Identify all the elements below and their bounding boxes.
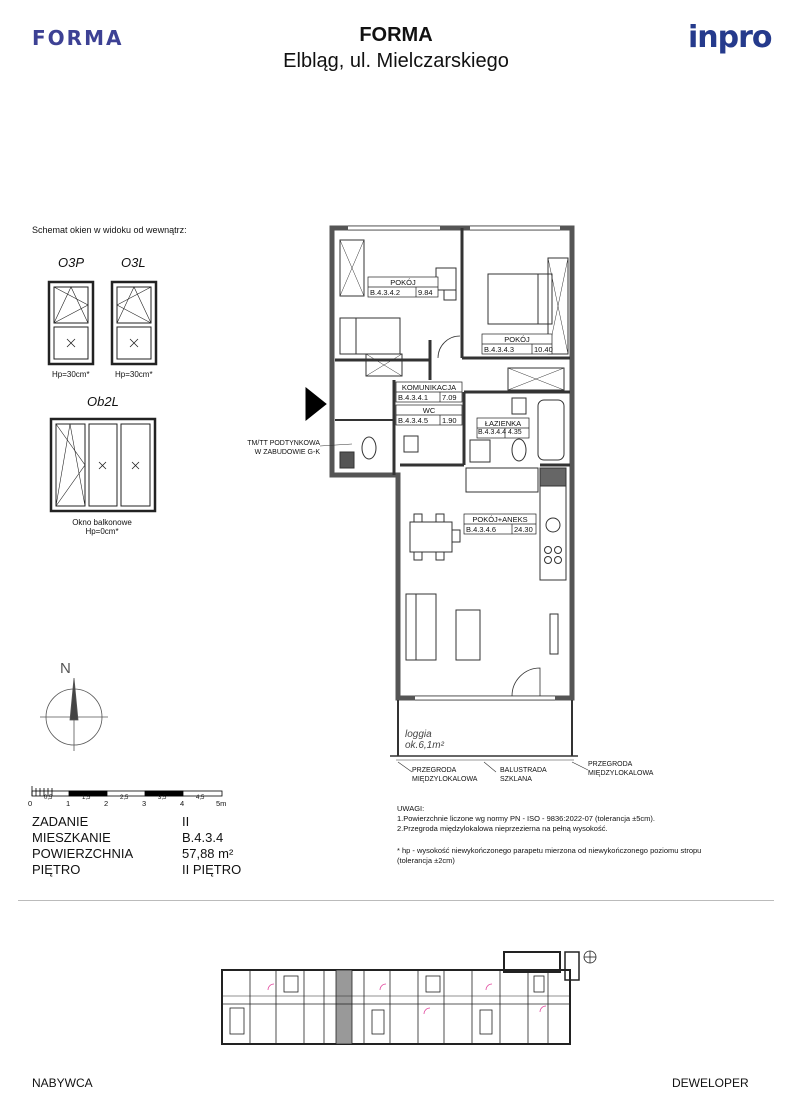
pietro-value: II PIĘTRO	[182, 862, 242, 877]
windows-heading: Schemat okien w widoku od wewnątrz:	[32, 225, 187, 235]
room-wc-area: 1.90	[442, 416, 457, 425]
page-subtitle: Elbląg, ul. Mielczarskiego	[283, 50, 509, 72]
scale-label-1: 1	[66, 799, 71, 808]
window-ob2l-drawing	[51, 419, 155, 511]
tm-note	[236, 439, 320, 457]
notes	[397, 804, 701, 866]
zadanie-value: II	[182, 814, 190, 829]
loggia-label-line-1: loggia	[405, 729, 432, 740]
room-pokoj-2-name: POKÓJ	[390, 278, 416, 287]
room-pokoj-3-code: B.4.3.4.3	[484, 345, 515, 354]
scale-label-2: 2	[104, 799, 109, 808]
pietro-label: PIĘTRO	[32, 862, 81, 877]
notes-line-3: * hp - wysokość niewykończonego parapetu mierzona od niewykończonego poziomu stropu	[397, 846, 702, 855]
room-lazienka-area: 4.35	[508, 429, 522, 436]
balustrada-line-2: SZKLANA	[500, 776, 532, 783]
przegroda-right-label	[588, 760, 653, 778]
window-o3l-drawing	[112, 282, 156, 364]
window-ob2l-label: Ob2L	[87, 394, 119, 409]
scale-label-5: 5m	[216, 799, 227, 808]
powierzchnia-value: 57,88 m²	[182, 846, 234, 861]
mieszkanie-value: B.4.3.4	[182, 830, 224, 845]
room-lazienka-code: B.4.3.4.4	[478, 429, 507, 436]
window-ob2l-caption-2: Hp=0cm*	[85, 527, 119, 536]
zadanie-label: ZADANIE	[32, 814, 89, 829]
notes-line-4: (tolerancja ±2cm)	[397, 856, 455, 865]
room-wc-code: B.4.3.4.5	[398, 416, 429, 425]
scale-label-0: 0	[28, 799, 33, 808]
window-o3p-hp: Hp=30cm*	[52, 370, 90, 379]
room-pokoj-aneks-code: B.4.3.4.6	[466, 525, 497, 534]
room-pokoj-3-area: 10.40	[534, 345, 553, 354]
divider	[18, 900, 774, 901]
przegroda-left-line-1: PRZEGRODA	[412, 767, 457, 774]
footer-nabywca: NABYWCA	[32, 1076, 93, 1090]
room-pokoj-aneks-area: 24.30	[514, 525, 533, 534]
przegroda-right-line-2: MIĘDZYLOKALOWA	[588, 770, 654, 777]
compass-north: N	[60, 660, 71, 677]
inpro-logo: inpro	[688, 20, 772, 55]
forma-logo: FORMA	[32, 26, 124, 50]
powierzchnia-label: POWIERZCHNIA	[32, 846, 134, 861]
mieszkanie-label: MIESZKANIE	[32, 830, 111, 845]
compass-drawing	[40, 678, 108, 751]
room-lazienka-name: ŁAZIENKA	[484, 419, 522, 428]
room-wc-name: WC	[422, 406, 436, 415]
scale-label-3-5: 3,5	[158, 795, 167, 801]
room-pokoj-3-name: POKÓJ	[504, 335, 530, 344]
scale-label-3: 3	[142, 799, 147, 808]
window-o3l-label: O3L	[121, 255, 146, 270]
room-pokoj-2-code: B.4.3.4.2	[370, 288, 401, 297]
room-komunikacja-area: 7.09	[442, 393, 457, 402]
scale-label-1-5: 1,5	[82, 795, 91, 801]
room-pokoj-2-area: 9.84	[418, 288, 433, 297]
room-komunikacja-name: KOMUNIKACJA	[401, 383, 457, 392]
key-plan-drawing	[222, 951, 596, 1044]
loggia-label-line-2: ok.6,1m²	[405, 740, 444, 751]
notes-line-1: 1.Powierzchnie liczone wg normy PN - ISO - 9836:2022-07 (tolerancja ±5cm).	[397, 814, 655, 823]
scale-label-4: 4	[180, 799, 185, 808]
footer-deweloper: DEWELOPER	[672, 1076, 749, 1090]
scale-label-4-5: 4,5	[196, 795, 205, 801]
scale-label-2-5: 2,5	[120, 795, 129, 801]
window-ob2l-caption-1: Okno balkonowe	[72, 518, 132, 527]
przegroda-left-label	[412, 766, 477, 784]
przegroda-right-line-1: PRZEGRODA	[588, 761, 633, 768]
loggia-label	[405, 729, 444, 751]
window-o3l-hp: Hp=30cm*	[115, 370, 153, 379]
przegroda-left-line-2: MIĘDZYLOKALOWA	[412, 776, 478, 783]
window-o3p-label: O3P	[58, 255, 85, 270]
floor-plan	[306, 226, 588, 772]
page-title: FORMA	[359, 24, 433, 46]
notes-line-2: 2.Przegroda międzylokalowa nieprzezierna na pełną wysokość.	[397, 824, 608, 833]
notes-heading: UWAGI:	[397, 804, 425, 813]
window-o3p-drawing	[49, 282, 93, 364]
tm-note-line-2: W ZABUDOWIE G-K	[254, 449, 320, 456]
balustrada-label	[500, 766, 547, 784]
scale-label-0-5: 0,5	[44, 795, 53, 801]
tm-note-line-1: TM/TT PODTYNKOWA	[247, 440, 320, 447]
room-pokoj-aneks-name: POKÓJ+ANEKS	[472, 515, 528, 524]
room-komunikacja-code: B.4.3.4.1	[398, 393, 429, 402]
balustrada-line-1: BALUSTRADA	[500, 767, 547, 774]
